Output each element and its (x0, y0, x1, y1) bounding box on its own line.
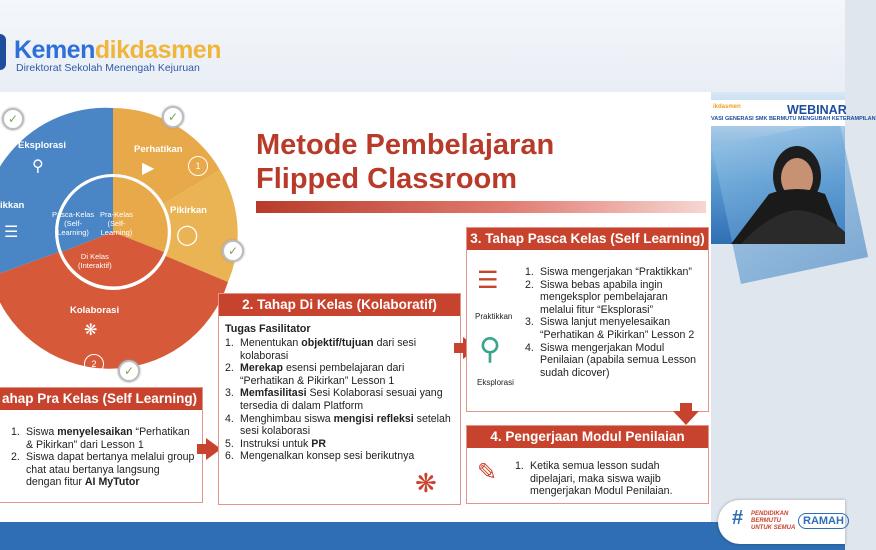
list-item: 1. Siswa menyelesaikan “Perhatikan & Pikirkan” dari Lesson 1 (11, 426, 190, 451)
inner-label-pasca: Pasca-Kelas (Self- Learning) (52, 210, 95, 237)
icon-caption-praktikkan: Praktikkan (475, 312, 513, 321)
list-item: 2. Siswa bebas apabila ingin mengeksplor pembelajaran melalui fitur “Eksplorasi” (525, 278, 668, 316)
di-kelas-box (218, 293, 461, 505)
list-item: 1. Siswa mengerjakan “Praktikkan” (525, 266, 692, 278)
pra-kelas-header: ahap Pra Kelas (Self Learning) (0, 388, 202, 410)
di-kelas-header: 2. Tahap Di Kelas (Kolaboratif) (219, 294, 460, 316)
video-icon: ▶ (142, 160, 155, 177)
webinar-title: WEBINAR (787, 103, 847, 117)
speaker-avatar (711, 92, 845, 244)
clipboard-icon: ☰ (477, 267, 499, 294)
list-item: 4. Menghimbau siswa mengisi refleksi setelah sesi kolaborasi (225, 412, 451, 438)
title-underline (256, 201, 706, 213)
list-item: 1. Menentukan objektif/tujuan dari sesi kolaborasi (225, 337, 417, 362)
list-item: 2. Merekap esensi pembelajaran dari “Perhatikan & Pikirkan” Lesson 1 (225, 362, 405, 387)
cycle-label-kolaborasi: Kolaborasi (70, 305, 120, 316)
di-kelas-subheader: Tugas Fasilitator (225, 323, 311, 335)
assessment-icon: ✎ (477, 459, 498, 486)
cycle-label-pikirkan: Pikirkan (170, 205, 207, 216)
cycle-label-eksplorasi: Eksplorasi (18, 140, 67, 151)
cycle-label-perhatikan: Perhatikan (134, 144, 183, 155)
pasca-kelas-header: 3. Tahap Pasca Kelas (Self Learning) (467, 228, 708, 250)
list-item: 6. Mengenalkan konsep sesi berikutnya (225, 450, 415, 463)
list-item: 3. Siswa lanjut menyelesaikan “Perhatikan & Pikirkan” Lesson 2 (525, 316, 695, 341)
check-icon: ✓ (162, 106, 184, 128)
check-icon: ✓ (2, 108, 24, 130)
logo-subtitle: Direktorat Sekolah Menengah Kejuruan (16, 62, 200, 74)
step-number-1: 1 (188, 156, 208, 176)
webinar-banner: ikdasmen WEBINAR VASI GENERASI SMK BERMUTU MENGUBAH KETERAMPILAN (711, 100, 845, 126)
network-icon: ❋ (415, 468, 437, 498)
hashtag-icon: # (732, 507, 744, 529)
webinar-subtitle: VASI GENERASI SMK BERMUTU MENGUBAH KETERAMPILAN (711, 116, 876, 122)
list-item: 2. Siswa dapat bertanya melalui group chat atau bertanya langsung dengan fitur AI MyTutor (11, 451, 195, 489)
header-bar (0, 0, 845, 92)
campaign-tagline: PENDIDIKAN BERMUTU UNTUK SEMUA (751, 511, 796, 531)
pasca-kelas-list (525, 266, 703, 379)
ramah-logo: RAMAH (798, 513, 849, 529)
inner-label-di: Di Kelas (Interaktif) (78, 252, 112, 270)
inner-label-pra: Pra-Kelas (Self- Learning) (100, 210, 133, 237)
speaker-webcam (711, 92, 876, 244)
icon-caption-eksplorasi: Eksplorasi (477, 378, 514, 387)
slide-title: Metode Pembelajaran Flipped Classroom (256, 129, 555, 195)
check-icon: ✓ (118, 360, 140, 382)
ministry-logo-icon (0, 34, 6, 70)
check-icon: ✓ (222, 240, 244, 262)
lightbulb-icon: ◯ (176, 224, 199, 246)
network-icon: ❋ (84, 322, 98, 339)
list-item: 3. Memfasilitasi Sesi Kolaborasi sesuai yang tersedia di dalam Platform (225, 387, 443, 412)
pasca-kelas-box (466, 227, 709, 412)
campaign-badge (718, 500, 845, 544)
arrow-down-icon (673, 411, 699, 425)
penilaian-list (515, 460, 703, 498)
penilaian-header: 4. Pengerjaan Modul Penilaian (467, 426, 708, 448)
pra-kelas-box (0, 387, 203, 503)
search-icon: ⚲ (479, 333, 501, 366)
penilaian-box (466, 425, 709, 504)
checklist-icon: ☰ (4, 224, 19, 241)
search-icon: ⚲ (32, 158, 44, 175)
di-kelas-list (225, 337, 458, 463)
cycle-label-praktikkan: ikkan (0, 200, 25, 211)
pra-kelas-list (11, 426, 197, 489)
list-item: 4. Siswa mengerjakan Modul Penilaian (apabila semua Lesson sudah dicover) (525, 341, 697, 379)
step-number-2: 2 (84, 354, 104, 374)
list-item: 5. Instruksi untuk PR (225, 437, 326, 450)
list-item: 1. Ketika semua lesson sudah dipelajari, maka siswa wajib mengerjakan Modul Penilaian. (515, 460, 673, 498)
ministry-logo: Kemendikdasmen (14, 36, 221, 64)
